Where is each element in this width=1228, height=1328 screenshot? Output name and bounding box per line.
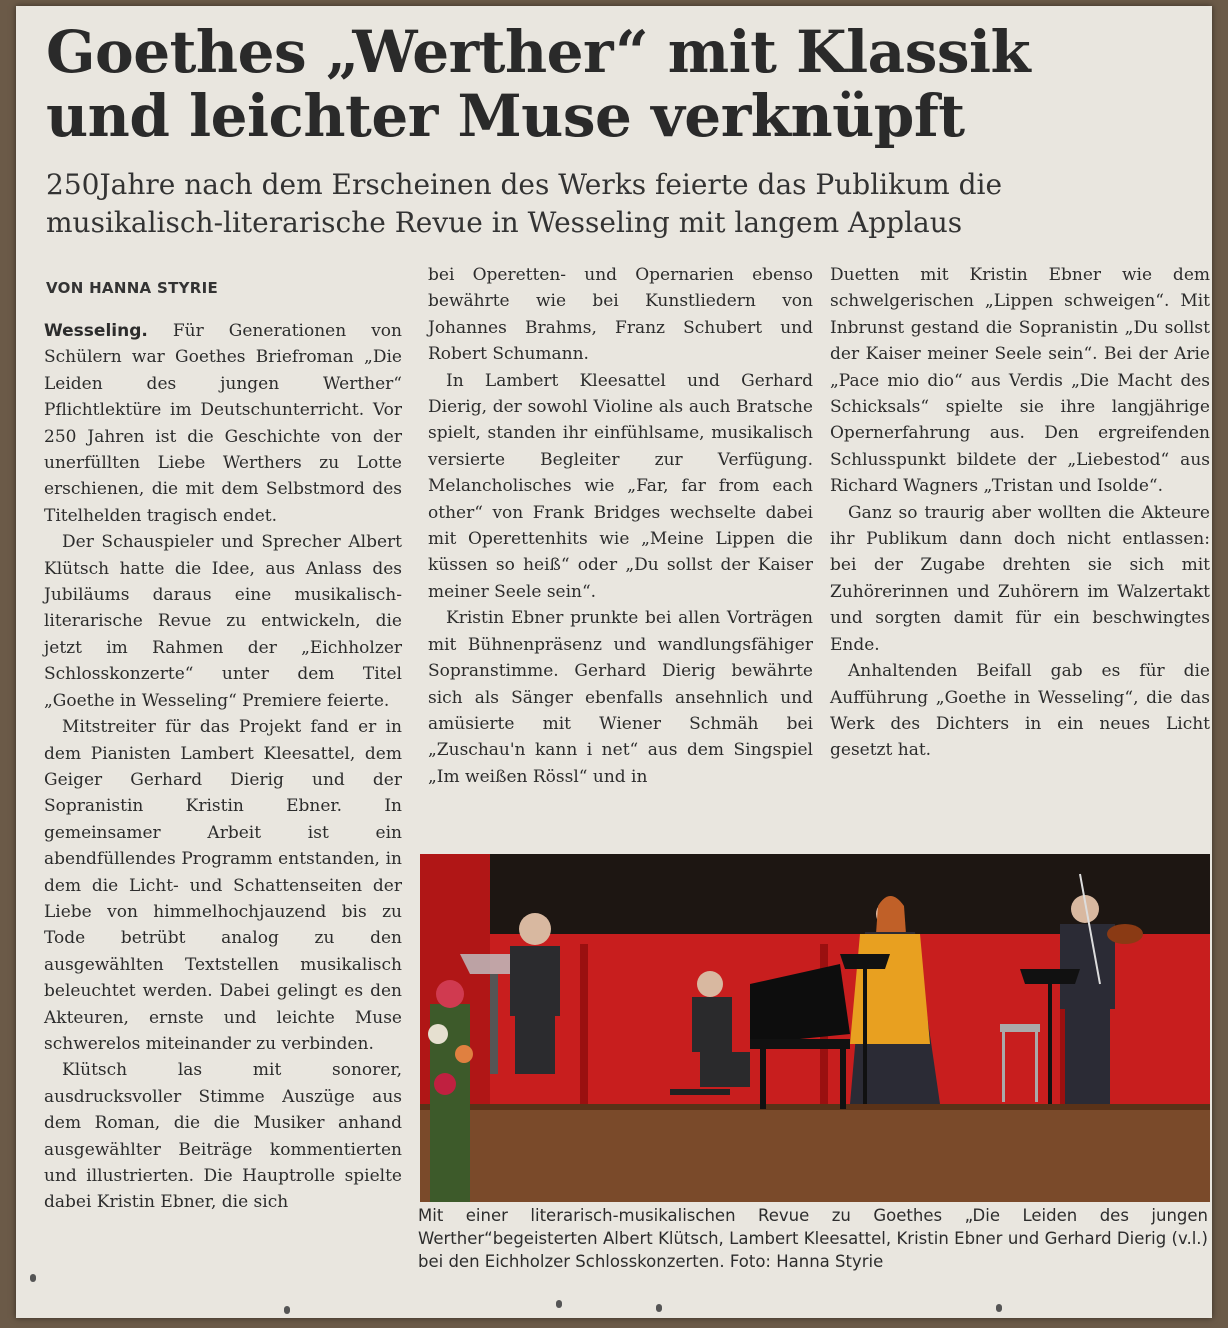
- concert-photo: [420, 854, 1210, 1202]
- paragraph: Duetten mit Kristin Ebner wie dem schwelgerischen „Lippen schweigen“. Mit Inbrunst gestand die Sopranistin „Du sollst der Kaiser meiner Seele sein“. Bei der Arie „Pace mio dio“ aus Verdis „Die Macht des Schicksals“ spielte sie ihre langjährige Opernerfahrung aus. Den ergreifenden Schlusspunkt bildete der „Liebestod“ aus Richard Wagners „Tristan und Isolde“.: [830, 265, 1210, 497]
- pin-hole: [284, 1306, 290, 1314]
- subheadline: [46, 166, 1196, 242]
- paragraph: In Lambert Kleesattel und Gerhard Dierig, der sowohl Violine als auch Bratsche spielt, standen ihr einfühlsame, musikalisch versierte Begleiter zur Verfügung. Melancholisches wie „Far, far from each other“ von Frank Bridges wechselte dabei mit Operettenhits wie „Meine Lippen die küssen so heiß“ oder „Du sollst der Kaiser meiner Seele sein“.: [428, 370, 813, 602]
- pin-hole: [30, 1274, 36, 1282]
- dateline: Wesseling.: [44, 321, 148, 341]
- paragraph: Ganz so traurig aber wollten die Akteure ihr Publikum dann doch nicht entlassen: bei der Zugabe drehten sie sich mit Zuhörerinnen und Zuhörern im Walzertakt und sorgten damit für ein beschwingtes Ende.: [830, 502, 1210, 655]
- subheadline-line-1: 250Jahre nach dem Erscheinen des Werks feierte das Publikum die: [46, 168, 1003, 201]
- headline-line-2: und leichter Muse verknüpft: [46, 82, 965, 150]
- paragraph: [44, 318, 402, 529]
- paragraph: Anhaltenden Beifall gab es für die Aufführung „Goethe in Wesseling“, die das Werk des Dichters in ein neues Licht gesetzt hat.: [830, 661, 1210, 761]
- newspaper-clipping: [16, 6, 1212, 1318]
- paragraph-text: Für Generationen von Schülern war Goethes Briefroman „Die Leiden des jungen Werther“ Pflichtlektüre im Deutschunterricht. Vor 250 Jahren ist die Geschichte von der unerfüllten Liebe Werthers zu Lotte erschienen, die mit dem Selbstmord des Titelhelden tragisch endet.: [44, 321, 402, 526]
- pin-hole: [556, 1300, 562, 1308]
- headline: [46, 20, 1196, 148]
- concert-photo-illustration: [420, 854, 1210, 1202]
- photo-caption: Mit einer literarisch-musikalischen Revue zu Goethes „Die Leiden des jungen Werther“begeisterten Albert Klütsch, Lambert Kleesattel, Kristin Ebner und Gerhard Dierig (v.l.) bei den Eichholzer Schlosskonzerten. Foto: Hanna Styrie: [418, 1206, 1208, 1271]
- paragraph: bei Operetten- und Opernarien ebenso bewährte wie bei Kunstliedern von Johannes Brahms, Franz Schubert und Robert Schumann.: [428, 265, 813, 365]
- paragraph: Klütsch las mit sonorer, ausdrucksvoller Stimme Auszüge aus dem Roman, die die Musiker anhand ausgewählter Beiträge kommentierten und illustrierten. Die Hauptrolle spielte dabei Kristin Ebner, die sich: [44, 1060, 402, 1213]
- byline: VON HANNA STYRIE: [46, 279, 219, 297]
- subheadline-line-2: musikalisch-literarische Revue in Wesseling mit langem Applaus: [46, 206, 963, 239]
- pin-hole: [996, 1304, 1002, 1312]
- article-column-3: [830, 262, 1210, 764]
- paragraph: Der Schauspieler und Sprecher Albert Klütsch hatte die Idee, aus Anlass des Jubiläums daraus eine musikalisch-literarische Revue zu entwickeln, die jetzt im Rahmen der „Eichholzer Schlosskonzerte“ unter dem Titel „Goethe in Wesseling“ Premiere feierte.: [44, 532, 402, 711]
- headline-line-1: Goethes „Werther“ mit Klassik: [46, 18, 1031, 86]
- paragraph: Kristin Ebner prunkte bei allen Vorträgen mit Bühnenpräsenz und wandlungsfähiger Sopranstimme. Gerhard Dierig bewährte sich als Sänger ebenfalls ansehnlich und amüsierte mit Wiener Schmäh bei „Zuschau'n kann i net“ aus dem Singspiel „Im weißen Rössl“ und in: [428, 608, 813, 787]
- article-column-2: [428, 262, 813, 790]
- pin-hole: [656, 1304, 662, 1312]
- paragraph: Mitstreiter für das Projekt fand er in dem Pianisten Lambert Kleesattel, dem Geiger Gerhard Dierig und der Sopranistin Kristin Ebner. In gemeinsamer Arbeit ist ein abendfüllendes Programm entstanden, in dem die Licht- und Schattenseiten der Liebe von himmelhochjauzend bis zu Tode betrübt analog zu den ausgewählten Textstellen musikalisch beleuchtet werden. Dabei gelingt es den Akteuren, ernste und leichte Muse schwerelos miteinander zu verbinden.: [44, 717, 402, 1054]
- article-column-1: [44, 318, 402, 1216]
